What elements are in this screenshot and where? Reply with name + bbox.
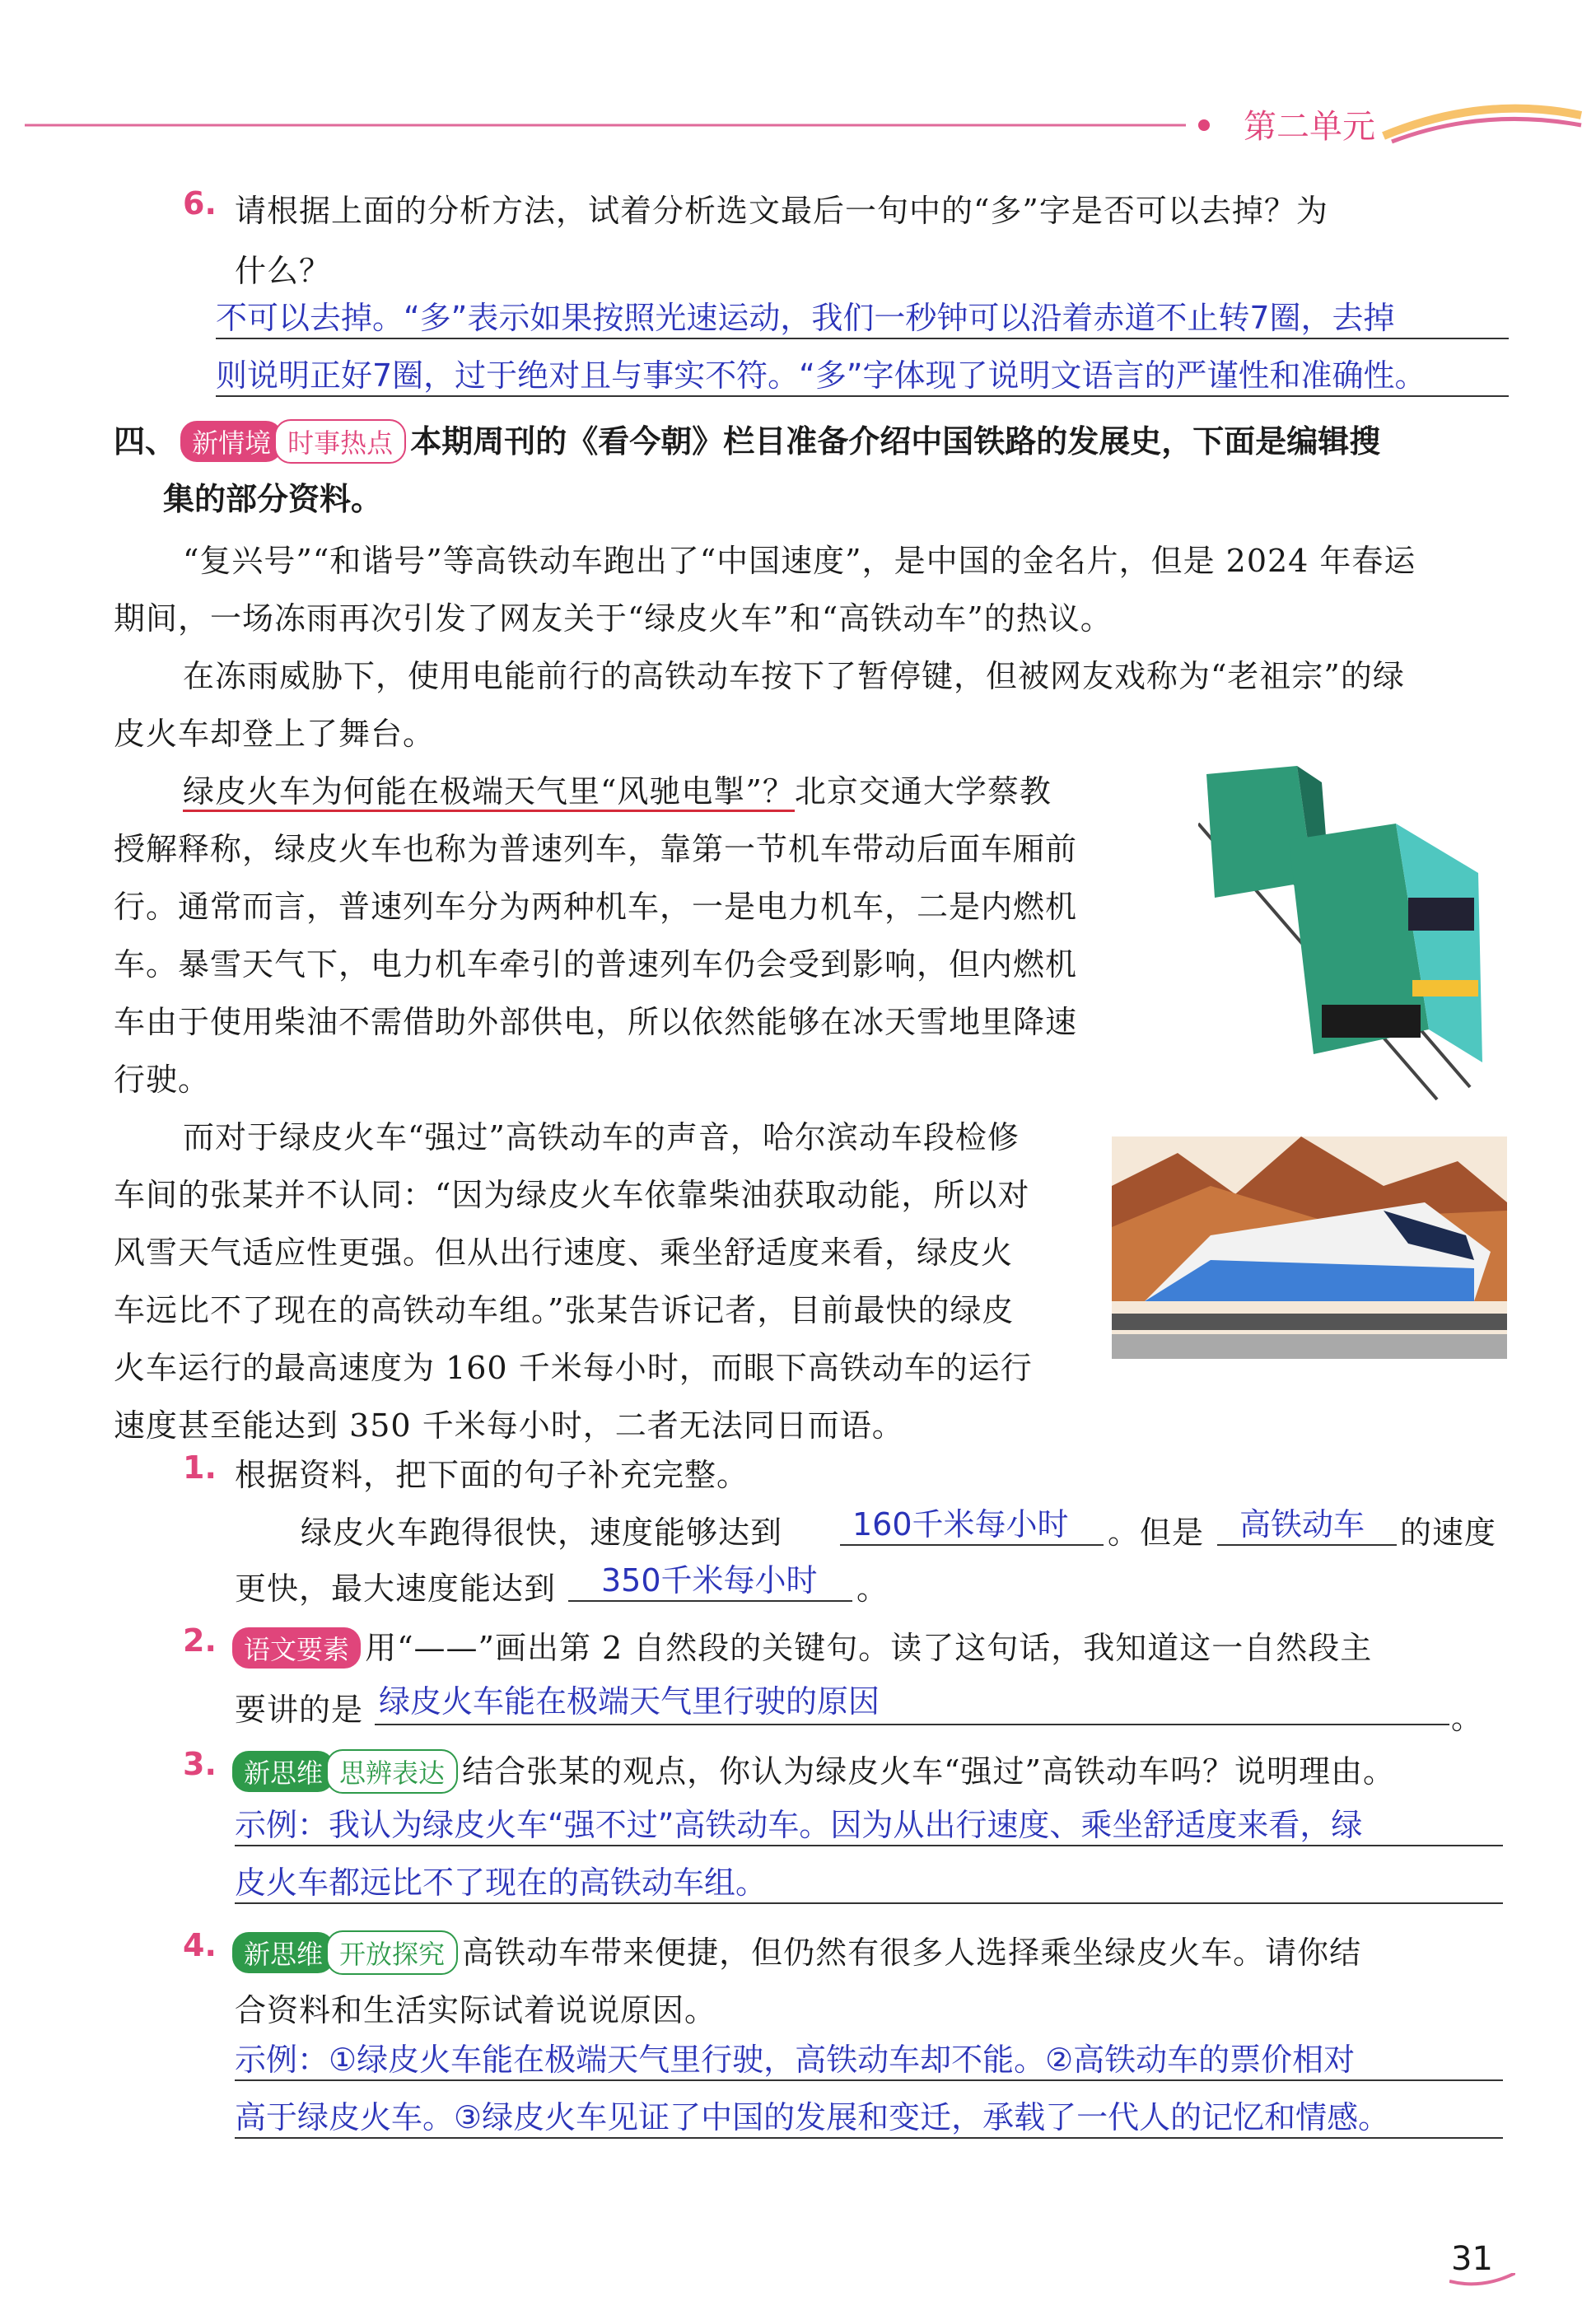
q3-answer-line2: 皮火车都远比不了现在的高铁动车组。	[235, 1865, 768, 1901]
q3-line1-row	[232, 1746, 1395, 1794]
q2-answer: 绿皮火车能在极端天气里行驶的原因	[379, 1683, 880, 1720]
q4-answer-line1: 示例：①绿皮火车能在极端天气里行驶，高铁动车却不能。②高铁动车的票价相对	[235, 2042, 1356, 2078]
q6-answer-line2: 则说明正好7圈，过于绝对且与事实不符。“多”字体现了说明文语言的严谨性和准确性。	[216, 357, 1426, 394]
q1-blank1[interactable]	[840, 1544, 1104, 1546]
q1-blank2[interactable]	[1217, 1544, 1397, 1546]
q3-number: 3.	[183, 1746, 217, 1782]
page-number-decoration	[1449, 2273, 1515, 2289]
q2-blank[interactable]	[375, 1724, 1449, 1725]
q1-text4: 更快，最大速度能达到	[235, 1571, 557, 1607]
q6-line1: 请根据上面的分析方法，试着分析选文最后一句中的“多”字是否可以去掉？为	[235, 193, 1328, 229]
q2-end: 。	[1451, 1700, 1484, 1736]
q1-text5: 。	[856, 1571, 889, 1607]
q1-answer2: 高铁动车	[1239, 1506, 1365, 1543]
section4-heading	[114, 416, 1380, 464]
unit-title: 第二单元	[1244, 108, 1375, 146]
page-number: 31	[1451, 2240, 1493, 2278]
q4-subtag: 开放探究	[326, 1930, 458, 1975]
passage-p4-line4: 车远比不了现在的高铁动车组。”张某告诉记者，目前最快的绿皮	[114, 1292, 1015, 1328]
q6-answer-rule1	[216, 338, 1509, 339]
high-speed-train-illustration	[1112, 1136, 1507, 1359]
q1-answer3: 350千米每小时	[601, 1562, 818, 1599]
q3-tag: 新思维	[232, 1751, 334, 1792]
q4-line2: 合资料和生活实际试着说说原因。	[235, 1992, 717, 2028]
passage-p3-line4: 车。暴雪天气下，电力机车牵引的普速列车仍会受到影响，但内燃机	[114, 946, 1078, 982]
passage-p3-line6: 行驶。	[114, 1062, 211, 1098]
passage-p3-line5: 车由于使用柴油不需借助外部供电，所以依然能够在冰天雪地里降速	[114, 1004, 1078, 1040]
q2-line1: 用“——”画出第 2 自然段的关键句。读了这句话，我知道这一自然段主	[365, 1630, 1373, 1666]
passage-p4-line1: 而对于绿皮火车“强过”高铁动车的声音，哈尔滨动车段检修	[183, 1119, 1020, 1155]
q6-answer-rule2	[216, 395, 1509, 397]
passage-p3-line1	[183, 766, 1052, 811]
passage-p4-line3: 风雪天气适应性更强。但从出行速度、乘坐舒适度来看，绿皮火	[114, 1235, 1014, 1271]
q6-line2: 什么？	[235, 253, 332, 289]
passage-p3-line2: 授解释称，绿皮火车也称为普速列车，靠第一节机车带动后面车厢前	[114, 831, 1078, 867]
q3-answer-rule1	[235, 1845, 1503, 1846]
q2-line1-row	[232, 1622, 1372, 1669]
section4-number: 四、	[114, 422, 177, 460]
q3-subtag: 思辨表达	[326, 1749, 458, 1794]
passage-p3-line1-rest: 北京交通大学蔡教	[794, 773, 1052, 810]
q1-number: 1.	[183, 1449, 217, 1486]
q1-prompt: 根据资料，把下面的句子补充完整。	[235, 1457, 749, 1493]
q1-text2: 。但是	[1108, 1515, 1205, 1551]
q4-tag: 新思维	[232, 1932, 334, 1973]
q3-answer-rule2	[235, 1902, 1503, 1904]
q3-line1: 结合张某的观点，你认为绿皮火车“强过”高铁动车吗？说明理由。	[462, 1753, 1395, 1790]
section4-title2: 集的部分资料。	[163, 481, 383, 517]
q4-answer-rule2	[235, 2137, 1503, 2139]
q1-line1	[301, 1507, 782, 1552]
passage-p4-line5: 火车运行的最高速度为 160 千米每小时，而眼下高铁动车的运行	[114, 1350, 1033, 1386]
q1-blank3[interactable]	[568, 1600, 852, 1602]
q4-number: 4.	[183, 1927, 217, 1963]
q4-answer-rule1	[235, 2079, 1503, 2081]
green-train-illustration	[1198, 758, 1503, 1104]
q4-line1: 高铁动车带来便捷，但仍然有很多人选择乘坐绿皮火车。请你结	[462, 1935, 1362, 1971]
passage-p2-line1: 在冻雨威胁下，使用电能前行的高铁动车按下了暂停键，但被网友戏称为“老祖宗”的绿	[183, 658, 1405, 694]
passage-p2-line2: 皮火车却登上了舞台。	[114, 716, 436, 752]
q6-number: 6.	[183, 185, 217, 222]
q2-tag: 语文要素	[232, 1627, 361, 1669]
passage-p1-line1: “复兴号”“和谐号”等高铁动车跑出了“中国速度”，是中国的金名片，但是 2024 年春运	[183, 543, 1416, 579]
key-sentence: 绿皮火车为何能在极端天气里“风驰电掣”？	[183, 773, 795, 812]
q4-answer-line2: 高于绿皮火车。③绿皮火车见证了中国的发展和变迁，承载了一代人的记忆和情感。	[235, 2099, 1390, 2135]
q2-number: 2.	[183, 1622, 217, 1659]
q1-answer1: 160千米每小时	[852, 1506, 1069, 1543]
passage-p4-line6: 速度甚至能达到 350 千米每小时，二者无法同日而语。	[114, 1407, 904, 1444]
passage-p1-line2: 期间，一场冻雨再次引发了网友关于“绿皮火车”和“高铁动车”的热议。	[114, 600, 1113, 637]
q6-answer-line1: 不可以去掉。“多”表示如果按照光速运动，我们一秒钟可以沿着赤道不止转7圈，去掉	[216, 300, 1395, 336]
passage-p4-line2: 车间的张某并不认同：“因为绿皮火车依靠柴油获取动能，所以对	[114, 1177, 1030, 1213]
q1-text3: 的速度	[1400, 1515, 1497, 1551]
passage-p3-line3: 行。通常而言，普速列车分为两种机车，一是电力机车，二是内燃机	[114, 889, 1078, 925]
q2-line2: 要讲的是	[235, 1692, 364, 1728]
q1-text1: 绿皮火车跑得很快，速度能够达到	[301, 1515, 783, 1551]
q3-answer-line1: 示例：我认为绿皮火车“强不过”高铁动车。因为从出行速度、乘坐舒适度来看，绿	[235, 1807, 1363, 1843]
section4-tag: 新情境	[180, 421, 282, 462]
section4-title1: 本期周刊的《看今朝》栏目准备介绍中国铁路的发展史，下面是编辑搜	[410, 423, 1381, 460]
section4-subtag: 时事热点	[274, 419, 406, 464]
q4-line1-row	[232, 1927, 1361, 1975]
